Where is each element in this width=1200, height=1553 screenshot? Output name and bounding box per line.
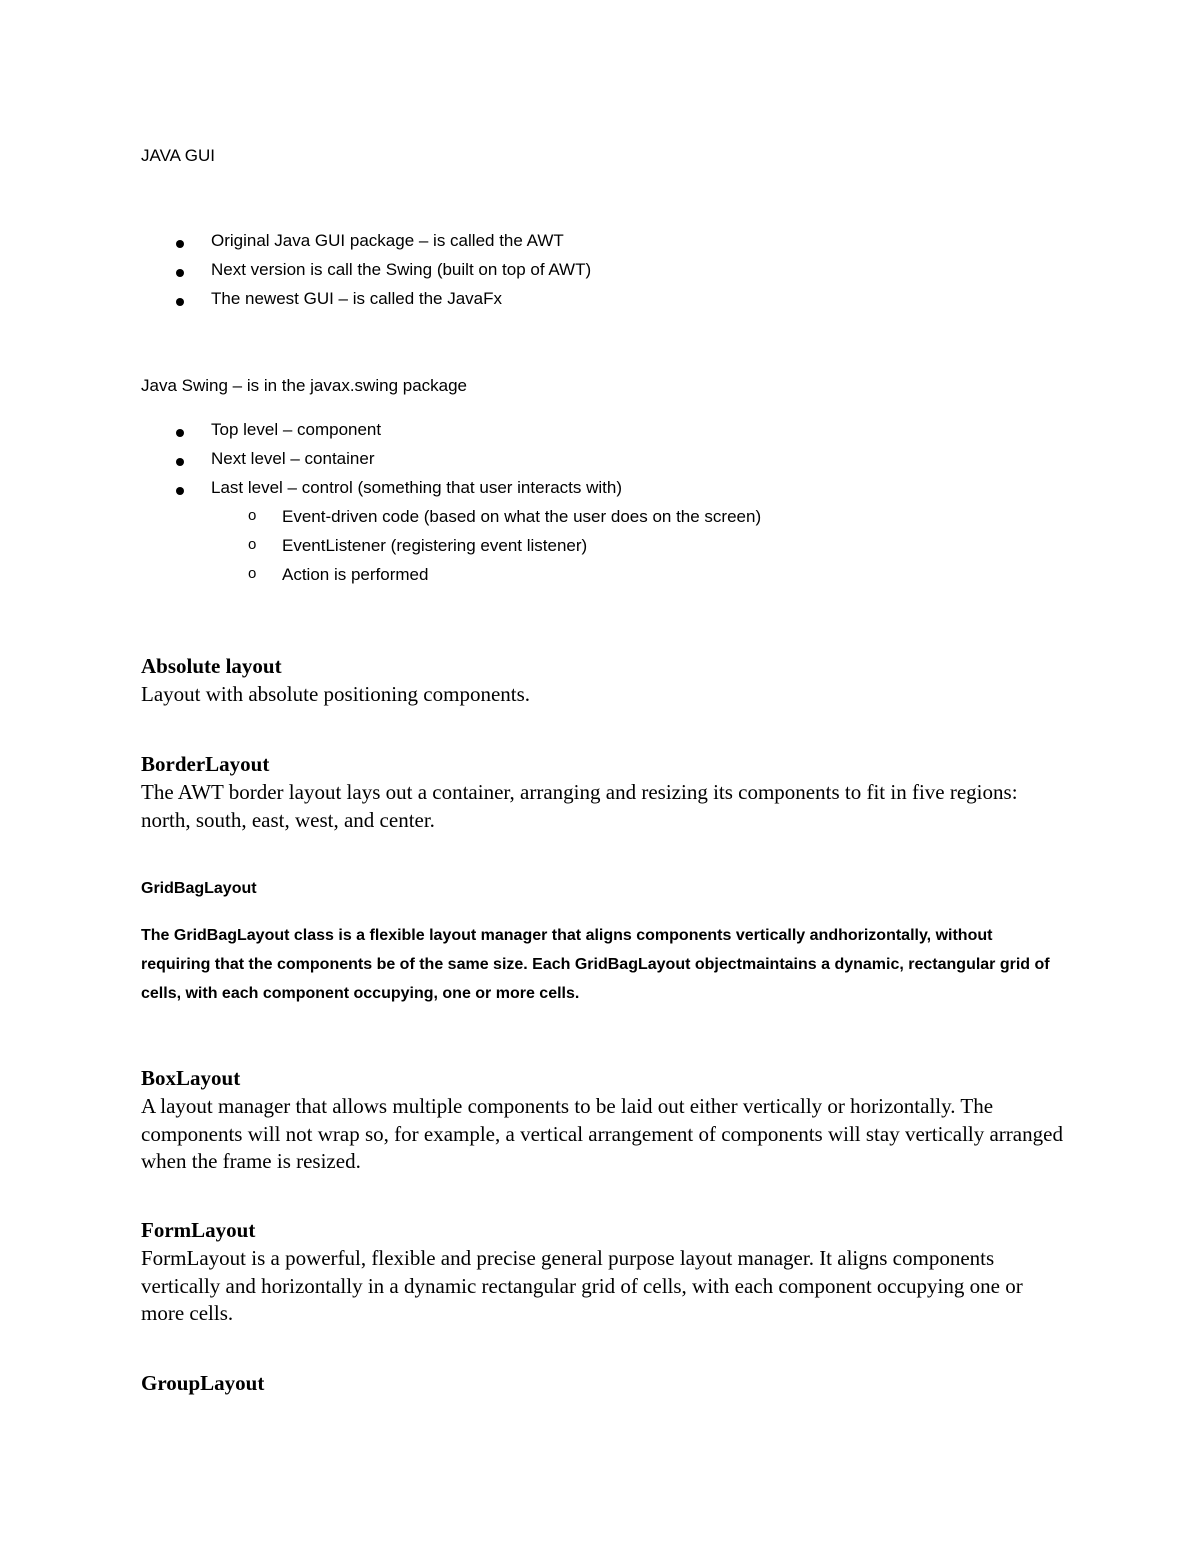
bullet-icon [176, 458, 184, 466]
swing-intro: Java Swing – is in the javax.swing package [141, 376, 468, 395]
bullet-icon [176, 429, 184, 437]
sub-bullet-icon: o [248, 536, 257, 553]
document-title: JAVA GUI [141, 146, 216, 165]
sub-bullet-icon: o [248, 565, 257, 582]
section-heading-box-layout: BoxLayout [141, 1066, 241, 1090]
list-item-text: Next level – container [211, 449, 375, 468]
sub-list-item-text: Event-driven code (based on what the user does on the screen) [282, 507, 762, 526]
section-body-box-layout: A layout manager that allows multiple components to be laid out either vertically or horizontally. The components will not wrap so, for example, a vertical arrangement of components will stay vertically arranged when the frame is resized. [141, 1094, 1063, 1173]
section-body-absolute-layout: Layout with absolute positioning components. [141, 682, 531, 706]
list-item-text: Top level – component [211, 420, 382, 439]
section-heading-gridbag-layout: GridBagLayout [141, 880, 257, 897]
sub-list-item-text: EventListener (registering event listener) [282, 536, 588, 555]
list-item-text: Last level – control (something that user interacts with) [211, 478, 623, 497]
section-heading-group-layout: GroupLayout [141, 1371, 265, 1395]
bullet-icon [176, 240, 184, 248]
section-heading-form-layout: FormLayout [141, 1218, 256, 1242]
sub-list-item-text: Action is performed [282, 565, 429, 584]
sub-bullet-icon: o [248, 507, 257, 524]
section-body-form-layout: FormLayout is a powerful, flexible and precise general purpose layout manager. It aligns components vertically and horizontally in a dynamic rectangular grid of cells, with each component occupying one or more cells. [141, 1246, 1023, 1325]
bullet-icon [176, 298, 184, 306]
list-item-text: The newest GUI – is called the JavaFx [211, 289, 503, 308]
bullet-icon [176, 269, 184, 277]
list-item-text: Next version is call the Swing (built on top of AWT) [211, 260, 592, 279]
list-item-text: Original Java GUI package – is called the AWT [211, 231, 564, 250]
section-body-gridbag-layout: The GridBagLayout class is a flexible layout manager that aligns components vertically andhorizontally, without requiring that the components be of the same size. Each GridBagLayout objectmaintains a dynamic, rectangular grid of cells, with each component occupying, one or more cells. [141, 927, 1050, 1002]
section-body-border-layout: The AWT border layout lays out a container, arranging and resizing its components to fit in five regions: north, south, east, west, and center. [141, 780, 1018, 832]
bullet-icon [176, 487, 184, 495]
section-heading-border-layout: BorderLayout [141, 752, 270, 776]
section-heading-absolute-layout: Absolute layout [141, 654, 282, 678]
